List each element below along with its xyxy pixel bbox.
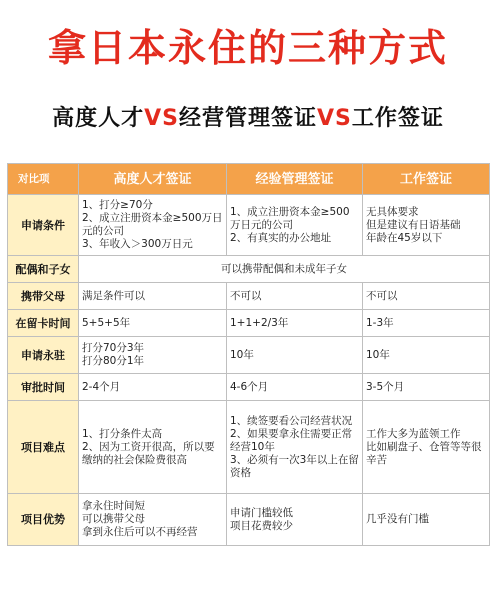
cell-line: 3-5个月 — [366, 380, 405, 393]
row-label: 在留卡时间 — [8, 310, 79, 337]
cell-line: 10年 — [230, 348, 254, 361]
cell-line: 不可以 — [230, 289, 262, 302]
cell-line: 项目花费较少 — [230, 519, 293, 532]
table-row — [8, 374, 490, 401]
row-label: 携带父母 — [8, 283, 79, 310]
cell-line: 1、打分≥70分 — [82, 199, 153, 211]
cell-line: 5+5+5年 — [82, 316, 131, 329]
merged-cell: 可以携带配偶和未成年子女 — [79, 256, 490, 283]
header-highly-skilled: 高度人才签证 — [79, 164, 227, 195]
cell-line: 比如刷盘子、仓管等等很辛苦 — [366, 440, 482, 466]
cell-business-manager — [227, 374, 363, 401]
table-header-row — [8, 164, 490, 195]
cell-line: 2、成立注册资本金≥500万日元的公司 — [82, 212, 223, 237]
cell-line: 满足条件可以 — [82, 289, 145, 302]
cell-business-manager — [227, 195, 363, 256]
page-title: 拿日本永住的三种方式 — [47, 26, 448, 70]
page-subtitle — [0, 104, 496, 134]
cell-highly-skilled — [79, 310, 227, 337]
row-label: 申请永驻 — [8, 337, 79, 374]
cell-business-manager — [227, 337, 363, 374]
header-business-manager: 经验管理签证 — [227, 164, 363, 195]
cell-line: 打分80分1年 — [82, 355, 145, 367]
table-row — [8, 195, 490, 256]
cell-highly-skilled — [79, 337, 227, 374]
cell-line: 2、如果要拿永住需要正常经营10年 — [230, 427, 353, 453]
row-label: 申请条件 — [8, 195, 79, 256]
cell-work-visa — [363, 310, 490, 337]
row-label: 审批时间 — [8, 374, 79, 401]
cell-highly-skilled — [79, 494, 227, 546]
cell-business-manager — [227, 401, 363, 494]
cell-highly-skilled — [79, 401, 227, 494]
cell-work-visa — [363, 283, 490, 310]
cell-business-manager — [227, 283, 363, 310]
cell-work-visa — [363, 494, 490, 546]
cell-work-visa — [363, 374, 490, 401]
row-label: 项目难点 — [8, 401, 79, 494]
table-row — [8, 256, 490, 283]
table-row — [8, 494, 490, 546]
table-body — [8, 195, 490, 546]
cell-line: 1+1+2/3年 — [230, 316, 289, 329]
cell-work-visa — [363, 195, 490, 256]
subtitle-vs-1: VS — [144, 106, 179, 131]
cell-line: 1、打分条件太高 — [82, 427, 163, 440]
table-row — [8, 310, 490, 337]
cell-line: 10年 — [366, 348, 390, 361]
cell-line: 1、成立注册资本金≥500万日元的公司 — [230, 205, 350, 231]
cell-highly-skilled — [79, 283, 227, 310]
cell-line: 3、必须有一次3年以上在留资格 — [230, 453, 359, 479]
cell-line: 但是建议有日语基础 — [366, 218, 461, 231]
cell-line: 年龄在45岁以下 — [366, 231, 443, 244]
cell-work-visa — [363, 337, 490, 374]
cell-line: 拿到永住后可以不再经营 — [82, 526, 198, 538]
table-row — [8, 337, 490, 374]
cell-business-manager — [227, 494, 363, 546]
cell-line: 2、有真实的办公地址 — [230, 231, 332, 244]
cell-line: 1-3年 — [366, 316, 394, 329]
comparison-table — [7, 163, 490, 546]
cell-line: 不可以 — [366, 289, 398, 302]
cell-highly-skilled — [79, 374, 227, 401]
cell-line: 无具体要求 — [366, 205, 419, 218]
cell-line: 申请门槛较低 — [230, 506, 293, 519]
cell-line: 可以携带父母 — [82, 513, 145, 525]
cell-business-manager — [227, 310, 363, 337]
subtitle-part-work: 工作签证 — [351, 106, 444, 131]
cell-line: 4-6个月 — [230, 380, 269, 393]
cell-line: 拿永住时间短 — [82, 500, 145, 512]
subtitle-part-highly: 高度人才 — [52, 106, 145, 131]
row-label: 配偶和子女 — [8, 256, 79, 283]
table-row — [8, 283, 490, 310]
cell-highly-skilled — [79, 195, 227, 256]
cell-line: 几乎没有门槛 — [366, 513, 429, 525]
cell-line: 3、年收入＞300万日元 — [82, 238, 193, 250]
cell-line: 2-4个月 — [82, 380, 121, 393]
cell-line: 1、续签要看公司经营状况 — [230, 414, 353, 427]
row-label: 项目优势 — [8, 494, 79, 546]
subtitle-vs-2: VS — [317, 106, 352, 131]
cell-line: 工作大多为蓝领工作 — [366, 427, 461, 440]
cell-line: 打分70分3年 — [82, 342, 145, 354]
subtitle-part-business: 经营管理签证 — [178, 106, 317, 131]
header-work-visa: 工作签证 — [363, 164, 490, 195]
cell-work-visa — [363, 401, 490, 494]
table-row — [8, 401, 490, 494]
header-compare-item: 对比项 — [8, 164, 79, 195]
cell-line: 2、因为工资开很高，所以要缴纳的社会保险费很高 — [82, 440, 215, 466]
